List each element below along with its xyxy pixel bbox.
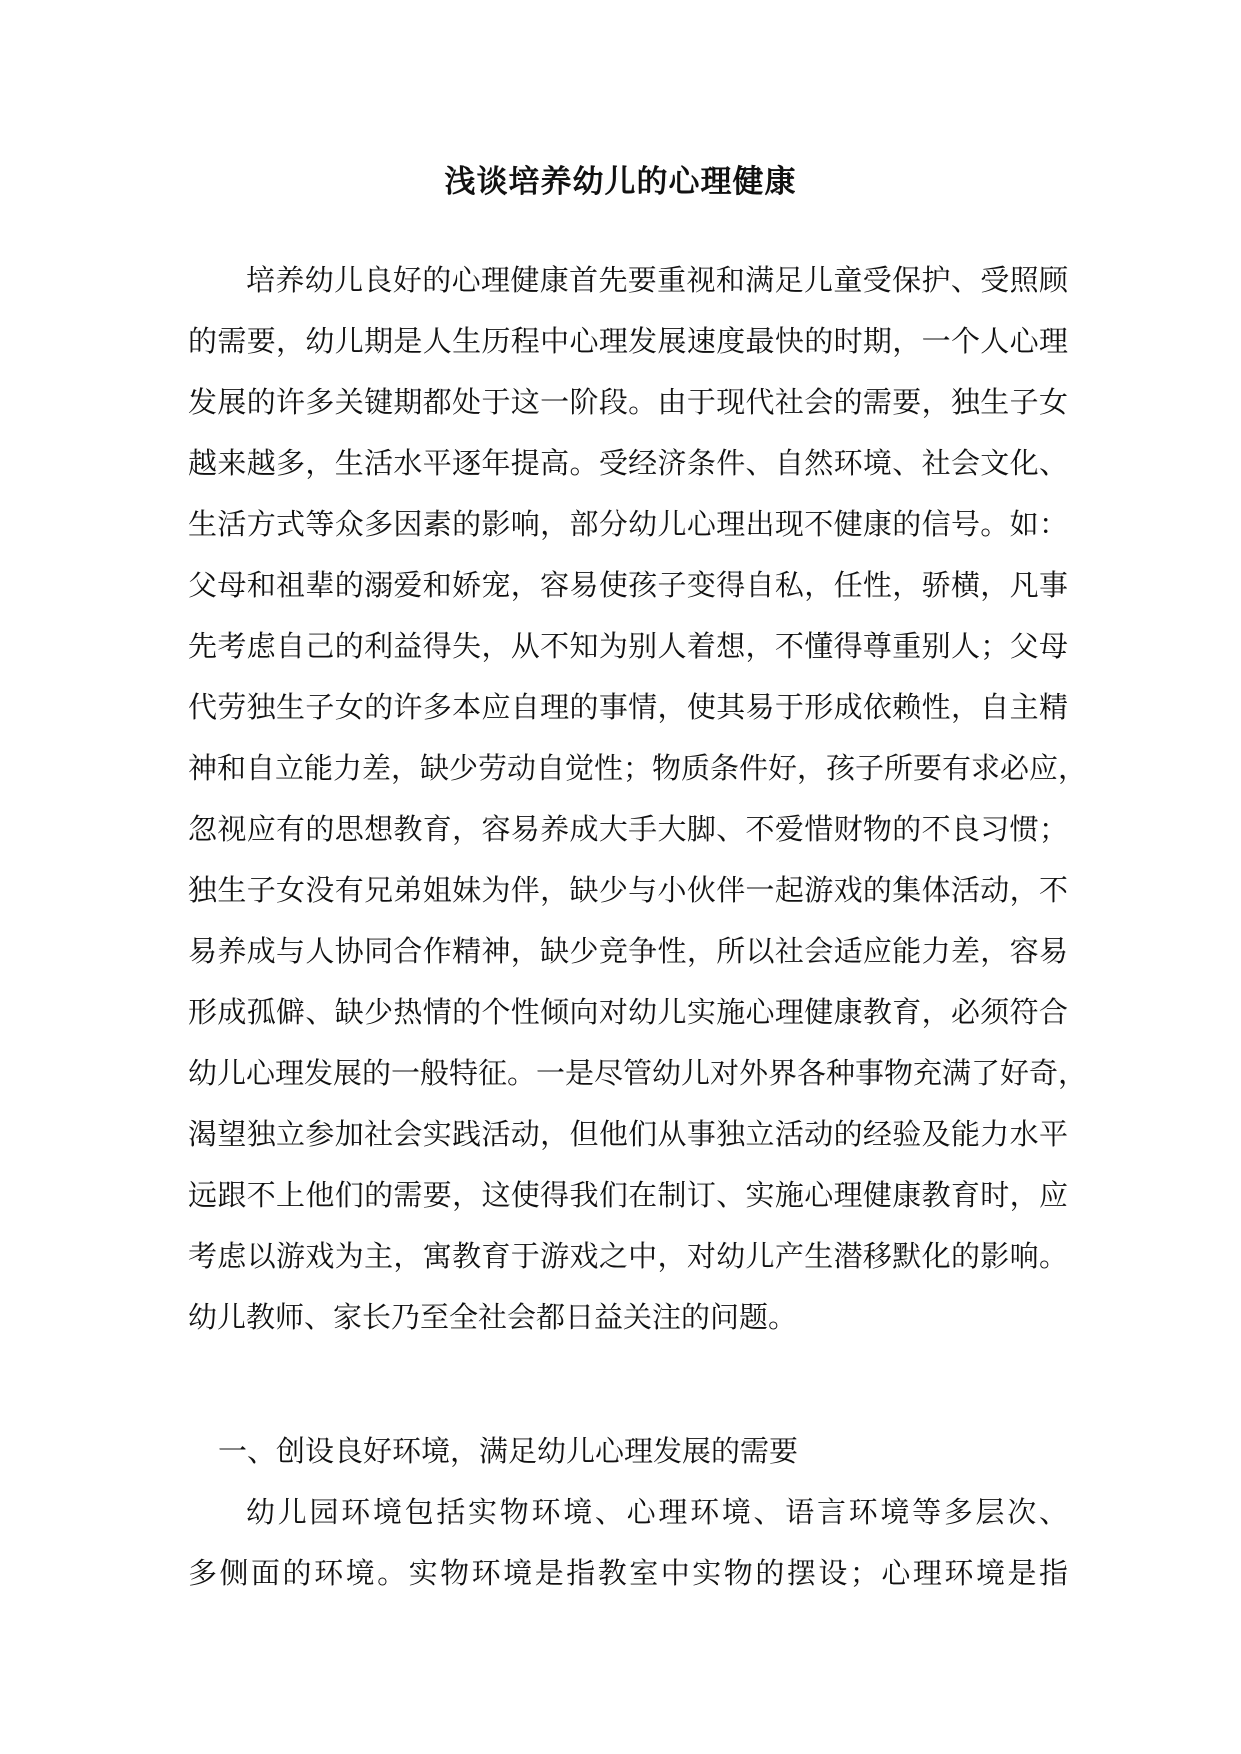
paragraph-line: 培养幼儿良好的心理健康首先要重视和满足儿童受保护、受照顾	[246, 263, 1068, 297]
paragraph-line: 考虑以游戏为主，寓教育于游戏之中，对幼儿产生潜移默化的影响。	[188, 1239, 1068, 1273]
paragraph-line: 神和自立能力差，缺少劳动自觉性；物质条件好，孩子所要有求必应，	[188, 751, 1088, 785]
paragraph-line: 父母和祖辈的溺爱和娇宠，容易使孩子变得自私，任性，骄横，凡事	[188, 568, 1068, 602]
paragraph-line: 幼儿心理发展的一般特征。一是尽管幼儿对外界各种事物充满了好奇，	[188, 1056, 1088, 1090]
paragraph-line: 多侧面的环境。实物环境是指教室中实物的摆设；心理环境是指	[188, 1556, 1068, 1590]
document-title: 浅谈培养幼儿的心理健康	[444, 164, 797, 200]
paragraph-line: 生活方式等众多因素的影响，部分幼儿心理出现不健康的信号。如：	[188, 507, 1068, 541]
paragraph-line: 代劳独生子女的许多本应自理的事情，使其易于形成依赖性，自主精	[188, 690, 1068, 724]
paragraph-environment	[188, 1482, 1068, 1604]
paragraph-line: 幼儿园环境包括实物环境、心理环境、语言环境等多层次、	[246, 1495, 1068, 1529]
paragraph-line: 发展的许多关键期都处于这一阶段。由于现代社会的需要，独生子女	[188, 385, 1068, 419]
paragraph-line: 忽视应有的思想教育，容易养成大手大脚、不爱惜财物的不良习惯；	[188, 812, 1068, 846]
paragraph-line: 独生子女没有兄弟姐妹为伴，缺少与小伙伴一起游戏的集体活动，不	[188, 873, 1068, 907]
section-heading: 一、创设良好环境，满足幼儿心理发展的需要	[218, 1434, 799, 1468]
paragraph-line: 越来越多，生活水平逐年提高。受经济条件、自然环境、社会文化、	[188, 446, 1068, 480]
paragraph-line: 远跟不上他们的需要，这使得我们在制订、实施心理健康教育时，应	[188, 1178, 1068, 1212]
paragraph-line: 形成孤僻、缺少热情的个性倾向对幼儿实施心理健康教育，必须符合	[188, 995, 1068, 1029]
paragraph-line: 先考虑自己的利益得失，从不知为别人着想，不懂得尊重别人；父母	[188, 629, 1068, 663]
paragraph-line: 的需要，幼儿期是人生历程中心理发展速度最快的时期，一个人心理	[188, 324, 1068, 358]
paragraph-line: 渴望独立参加社会实践活动，但他们从事独立活动的经验及能力水平	[188, 1117, 1068, 1151]
paragraph-line: 幼儿教师、家长乃至全社会都日益关注的问题。	[188, 1300, 798, 1334]
paragraph-line: 易养成与人协同合作精神，缺少竞争性，所以社会适应能力差，容易	[188, 934, 1068, 968]
paragraph-intro	[188, 250, 1088, 1348]
